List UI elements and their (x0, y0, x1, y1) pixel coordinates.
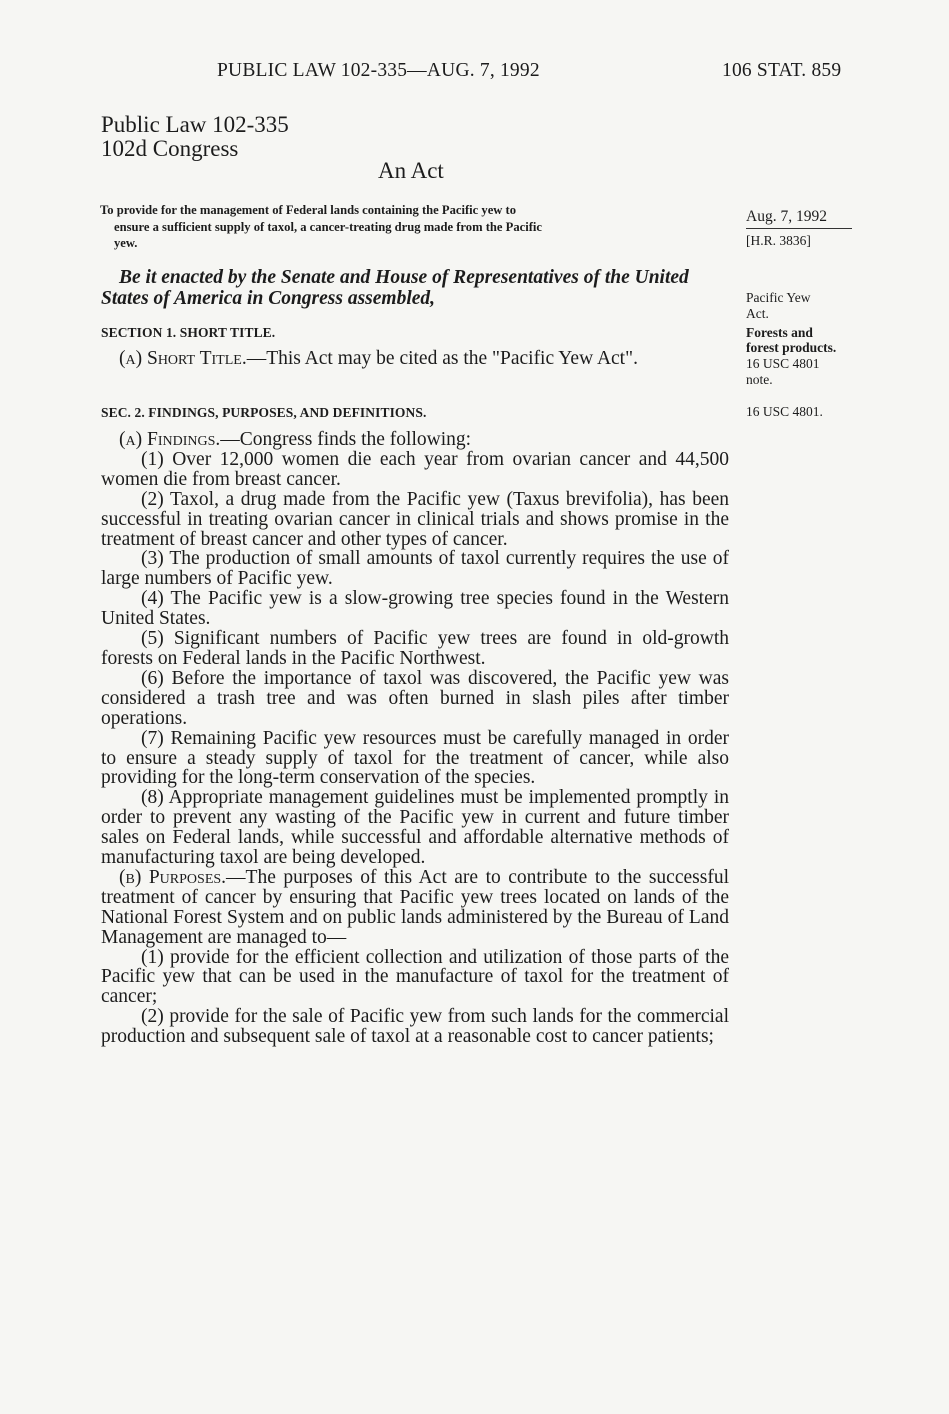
congress: 102d Congress (101, 136, 239, 161)
findings-intro: —Congress finds the following: (220, 429, 472, 450)
finding-item: (7) Remaining Pacific yew resources must be carefully managed in order to ensure a steady supply of taxol for the treatment of cancer, while also providing for the long-term conservation of the species. (101, 727, 729, 789)
findings-label: (a) Findings. (119, 429, 221, 450)
purpose-line-2: ensure a sufficient supply of taxol, a cancer-treating drug made from the Pacific (114, 219, 543, 234)
short-title-text: —This Act may be cited as the "Pacific Yew Act". (246, 348, 638, 369)
section-1-body (101, 349, 729, 369)
margin-note-forests-line1: Forests and (746, 325, 813, 340)
section-1-heading: SECTION 1. SHORT TITLE. (101, 325, 276, 340)
finding-item: (2) Taxol, a drug made from the Pacific yew (Taxus brevifolia), has been successful in treating ovarian cancer in clinical trials and shows promise in the treatment of breast cancer and other types of cancer. (101, 488, 729, 550)
purpose-line-1: To provide for the management of Federal lands containing the Pacific yew to (100, 203, 517, 217)
margin-bill: [H.R. 3836] (746, 233, 811, 248)
finding-item: (6) Before the importance of taxol was discovered, the Pacific yew was considered a trash tree and was often burned in slash piles after timber operations. (101, 667, 729, 729)
doc-type-heading: An Act (378, 158, 444, 183)
margin-note-act-line1: Pacific Yew (746, 290, 811, 305)
finding-item: (1) Over 12,000 women die each year from ovarian cancer and 44,500 women die from breast cancer. (101, 448, 729, 490)
section-2-heading: SEC. 2. FINDINGS, PURPOSES, AND DEFINITIONS. (101, 405, 427, 420)
law-number: Public Law 102-335 (101, 112, 289, 137)
purpose-line (100, 202, 728, 252)
finding-item: (3) The production of small amounts of taxol currently requires the use of large numbers of Pacific yew. (101, 548, 729, 590)
purposes-intro: —The purposes of this Act are to contribute to the successful treatment of cancer by ensuring that Pacific yew trees located on lands of the National Forest System and on public lands administered by the Bureau of Land Management are managed to— (101, 866, 729, 948)
short-title-label: (a) Short Title. (119, 348, 247, 369)
margin-note-usc-4801: 16 USC 4801. (746, 404, 823, 419)
enacting-clause: Be it enacted by the Senate and House of Representatives of the United States of America in Congress assembled, (101, 267, 689, 309)
margin-rule (746, 228, 852, 229)
margin-note-usc-line1: 16 USC 4801 (746, 356, 820, 371)
running-header-title: PUBLIC LAW 102-335—AUG. 7, 1992 (217, 60, 540, 81)
stat-page-number: 106 STAT. 859 (722, 60, 842, 81)
purpose-item: (1) provide for the efficient collection and utilization of those parts of the Pacific yew that can be used in the manufacture of taxol for the treatment of cancer; (101, 946, 729, 1008)
finding-item: (5) Significant numbers of Pacific yew trees are found in old-growth forests on Federal lands in the Pacific Northwest. (101, 628, 729, 669)
purpose-item: (2) provide for the sale of Pacific yew from such lands for the commercial production and subsequent sale of taxol at a reasonable cost to cancer patients; (101, 1006, 729, 1048)
purpose-line-3: yew. (114, 236, 138, 250)
margin-note-act-line2: Act. (746, 306, 769, 321)
margin-note-usc-line2: note. (746, 372, 773, 387)
margin-note-forests-line2: forest products. (746, 340, 837, 355)
section-2-body (101, 430, 729, 1047)
finding-item: (8) Appropriate management guidelines must be implemented promptly in order to prevent any wasting of the Pacific yew in current and future timber sales on Federal lands, while successful and affordable alternative methods of manufacturing taxol are being developed. (101, 787, 729, 869)
margin-date: Aug. 7, 1992 (746, 208, 827, 225)
finding-item: (4) The Pacific yew is a slow-growing tree species found in the Western United States. (101, 588, 729, 630)
purposes-label: (b) Purposes. (119, 866, 227, 888)
